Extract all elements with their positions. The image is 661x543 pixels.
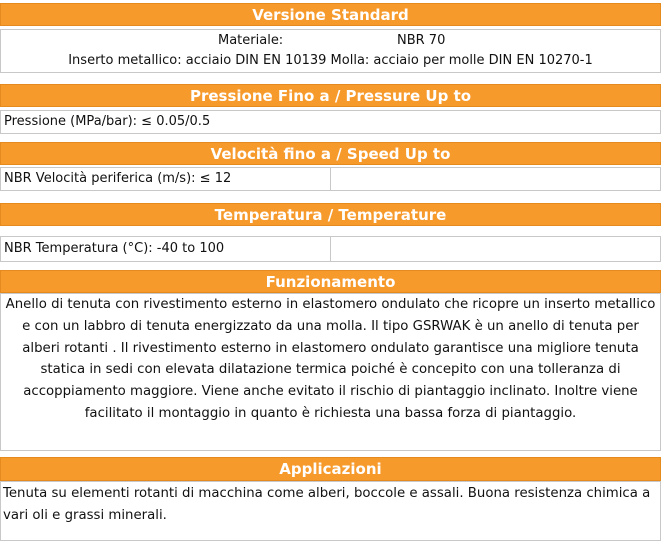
temperature-cell-right [331,237,660,261]
standard-version-header [0,3,661,26]
speed-value: NBR Velocità periferica (m/s): ≤ 12 [4,171,232,186]
function-title: Funzionamento [265,273,396,291]
speed-title: Velocità fino a / Speed Up to [210,145,451,163]
speed-row [0,167,661,191]
pressure-row [0,110,661,134]
pressure-value: Pressione (MPa/bar): ≤ 0.05/0.5 [4,114,211,129]
temperature-row [0,236,661,262]
applications-body [0,481,661,541]
pressure-header [0,84,661,107]
temperature-value: NBR Temperatura (°C): -40 to 100 [4,241,225,256]
function-header [0,270,661,293]
applications-title: Applicazioni [279,460,382,478]
insert-spring-material-line: Inserto metallico: acciaio DIN EN 10139 Molla: acciaio per molle DIN EN 10270-1 [68,53,593,68]
applications-description: Tenuta su elementi rotanti di macchina come alberi, boccole e assali. Buona resistenza chimica a vari oli e grassi minerali. [3,486,651,523]
applications-header [0,457,661,481]
material-label: Materiale: [218,33,284,48]
speed-header [0,142,661,165]
temperature-header [0,203,661,226]
function-description: Anello di tenuta con rivestimento esterno in elastomero ondulato che ricopre un inserto metallico e con un labbro di tenuta energizzato da una molla. Il tipo GSRWAK è un anello di tenuta per alberi rotanti . Il rivestimento esterno in elastomero ondulato garantisce una migliore tenuta statica in sedi con elevata dilatazione termica poiché è concepito con una tolleranza di accoppiamento maggiore. Viene anche evitato il rischio di piantaggio inclinato. Inoltre viene facilitato il montaggio in quanto è richiesta una bassa forza di piantaggio. [5,297,656,421]
temperature-title: Temperatura / Temperature [214,206,447,224]
temperature-cell-left [1,237,331,261]
material-value: NBR 70 [397,33,446,48]
speed-cell-right [331,168,660,190]
pressure-title: Pressione Fino a / Pressure Up to [189,87,472,105]
standard-version-title: Versione Standard [252,6,409,24]
standard-version-body [0,29,661,73]
speed-cell-left [1,168,331,190]
function-body [0,293,661,451]
